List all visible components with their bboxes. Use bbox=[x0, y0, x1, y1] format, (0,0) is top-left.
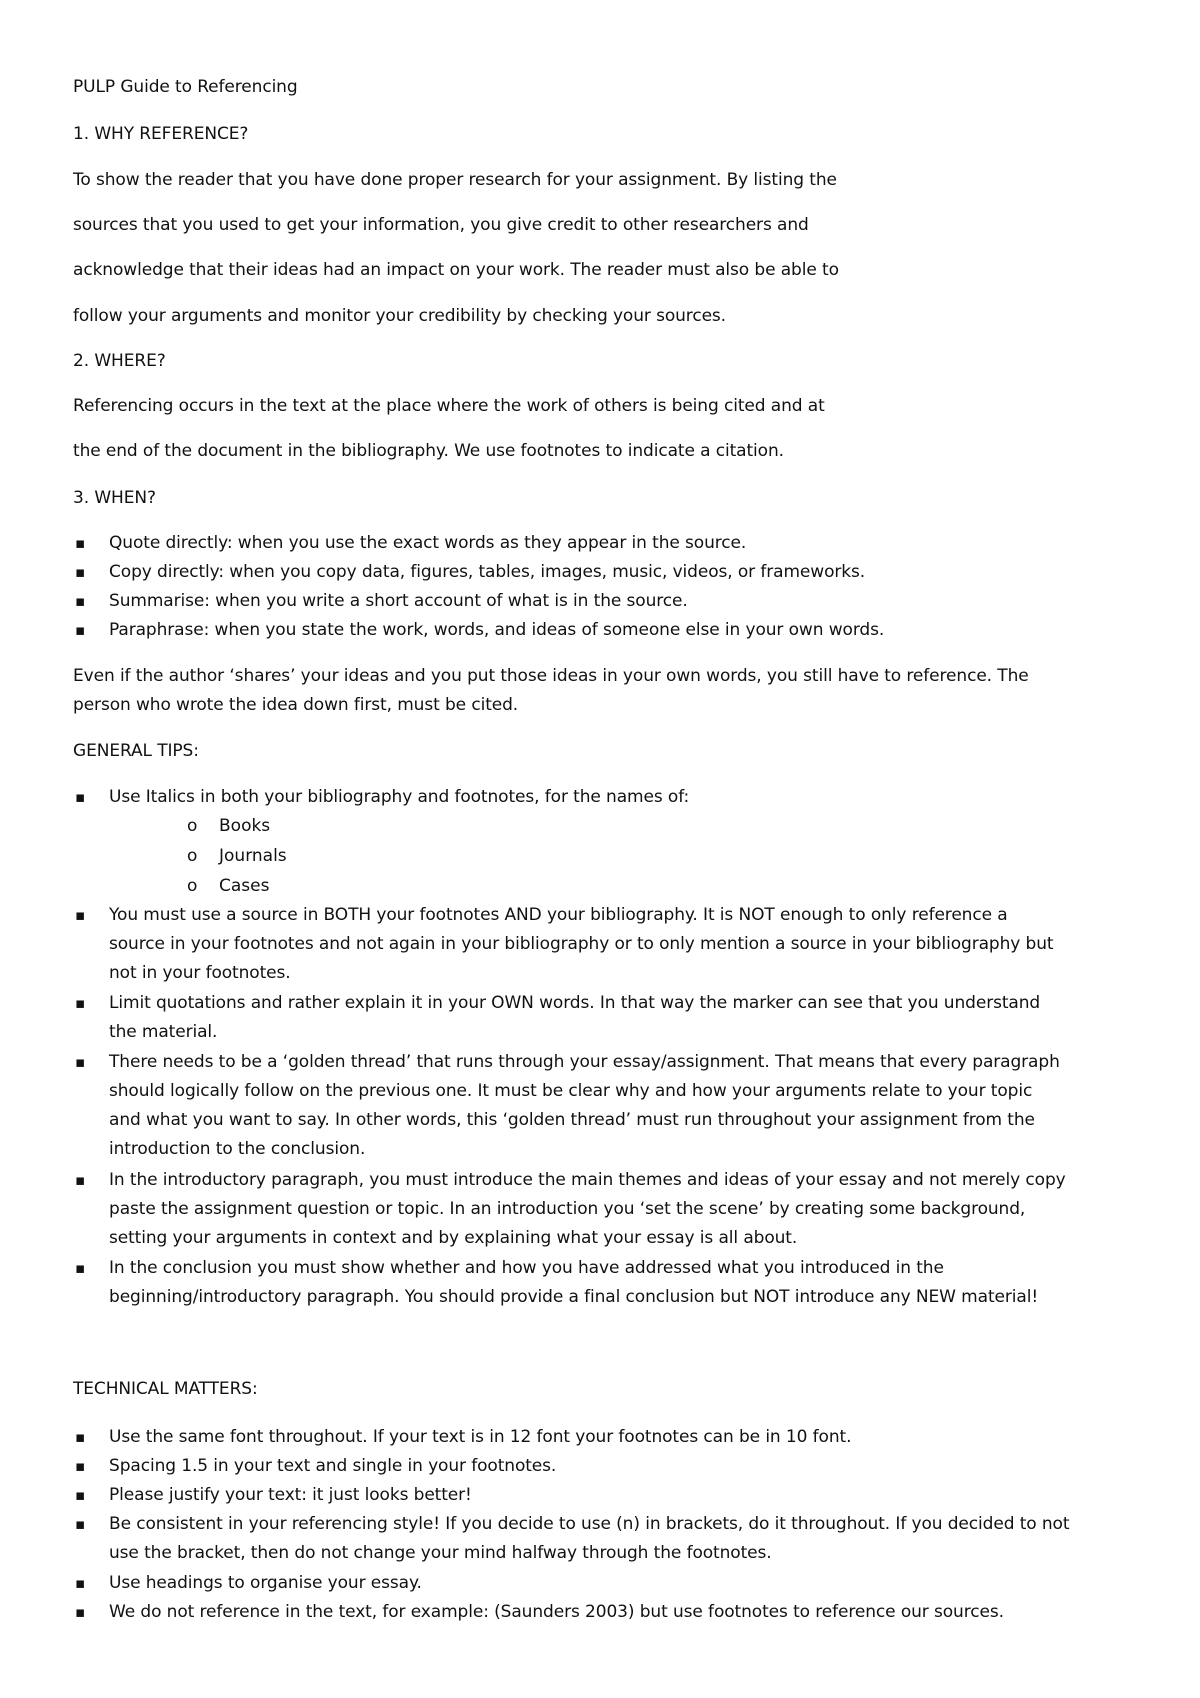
section-heading-when: 3. WHEN? bbox=[73, 488, 156, 508]
sub-list-item: Cases bbox=[219, 876, 270, 896]
bullet-icon: ▪ bbox=[75, 788, 86, 806]
list-item-line: paste the assignment question or topic. In an introduction you ‘set the scene’ by creating some background, bbox=[109, 1199, 1026, 1219]
paragraph-line: sources that you used to get your information, you give credit to other researchers and bbox=[73, 215, 809, 235]
list-item-line: Be consistent in your referencing style! If you decide to use (n) in brackets, do it throughout. If you decided to not bbox=[109, 1514, 1070, 1534]
list-item-line: should logically follow on the previous one. It must be clear why and how your arguments relate to your topic bbox=[109, 1081, 1033, 1101]
paragraph-line: Referencing occurs in the text at the place where the work of others is being cited and at bbox=[73, 396, 825, 416]
list-item-line: Please justify your text: it just looks better! bbox=[109, 1485, 472, 1505]
list-item-line: Limit quotations and rather explain it in your OWN words. In that way the marker can see that you understand bbox=[109, 993, 1041, 1013]
list-item-line: beginning/introductory paragraph. You should provide a final conclusion but NOT introduce any NEW material! bbox=[109, 1287, 1039, 1307]
bullet-icon: ▪ bbox=[75, 1053, 86, 1071]
bullet-icon: ▪ bbox=[75, 534, 86, 552]
bullet-icon: ▪ bbox=[75, 1486, 86, 1504]
bullet-icon: ▪ bbox=[75, 994, 86, 1012]
document-title: PULP Guide to Referencing bbox=[73, 77, 298, 97]
bullet-icon: ▪ bbox=[75, 621, 86, 639]
bullet-icon: ▪ bbox=[75, 1428, 86, 1446]
list-item-line: Use headings to organise your essay. bbox=[109, 1573, 422, 1593]
bullet-icon: ▪ bbox=[75, 1515, 86, 1533]
list-item-line: setting your arguments in context and by explaining what your essay is all about. bbox=[109, 1228, 798, 1248]
sub-bullet-icon: o bbox=[187, 876, 198, 896]
sub-bullet-icon: o bbox=[187, 816, 198, 836]
list-item: Copy directly: when you copy data, figures, tables, images, music, videos, or frameworks. bbox=[109, 562, 866, 582]
list-item-line: In the conclusion you must show whether and how you have addressed what you introduced in the bbox=[109, 1258, 944, 1278]
paragraph-line: To show the reader that you have done proper research for your assignment. By listing the bbox=[73, 170, 837, 190]
list-item-line: We do not reference in the text, for example: (Saunders 2003) but use footnotes to reference our sources. bbox=[109, 1602, 1004, 1622]
list-item: Use Italics in both your bibliography and footnotes, for the names of: bbox=[109, 787, 690, 807]
list-item: Paraphrase: when you state the work, words, and ideas of someone else in your own words. bbox=[109, 620, 885, 640]
list-item-line: the material. bbox=[109, 1022, 218, 1042]
list-item-line: introduction to the conclusion. bbox=[109, 1139, 366, 1159]
list-item-line: use the bracket, then do not change your mind halfway through the footnotes. bbox=[109, 1543, 772, 1563]
bullet-icon: ▪ bbox=[75, 1259, 86, 1277]
paragraph-line: person who wrote the idea down first, must be cited. bbox=[73, 695, 519, 715]
list-item-line: and what you want to say. In other words, this ‘golden thread’ must run throughout your assignment from the bbox=[109, 1110, 1035, 1130]
section-heading-where: 2. WHERE? bbox=[73, 351, 166, 371]
bullet-icon: ▪ bbox=[75, 906, 86, 924]
paragraph-line: acknowledge that their ideas had an impact on your work. The reader must also be able to bbox=[73, 260, 839, 280]
list-item: Quote directly: when you use the exact words as they appear in the source. bbox=[109, 533, 747, 553]
paragraph-line: Even if the author ‘shares’ your ideas and you put those ideas in your own words, you still have to reference. The bbox=[73, 666, 1029, 686]
sub-list-item: Books bbox=[219, 816, 271, 836]
bullet-icon: ▪ bbox=[75, 1603, 86, 1621]
list-item: Summarise: when you write a short account of what is in the source. bbox=[109, 591, 688, 611]
list-item-line: There needs to be a ‘golden thread’ that runs through your essay/assignment. That means that every paragraph bbox=[109, 1052, 1060, 1072]
bullet-icon: ▪ bbox=[75, 1457, 86, 1475]
bullet-icon: ▪ bbox=[75, 592, 86, 610]
list-item-line: Spacing 1.5 in your text and single in your footnotes. bbox=[109, 1456, 557, 1476]
section-heading-why: 1. WHY REFERENCE? bbox=[73, 124, 249, 144]
list-item-line: In the introductory paragraph, you must introduce the main themes and ideas of your essay and not merely copy bbox=[109, 1170, 1066, 1190]
list-item-line: You must use a source in BOTH your footnotes AND your bibliography. It is NOT enough to only reference a bbox=[109, 905, 1008, 925]
sub-bullet-icon: o bbox=[187, 846, 198, 866]
sub-list-item: Journals bbox=[219, 846, 287, 866]
bullet-icon: ▪ bbox=[75, 563, 86, 581]
list-item-line: Use the same font throughout. If your text is in 12 font your footnotes can be in 10 font. bbox=[109, 1427, 852, 1447]
list-item-line: not in your footnotes. bbox=[109, 963, 291, 983]
bullet-icon: ▪ bbox=[75, 1574, 86, 1592]
bullet-icon: ▪ bbox=[75, 1171, 86, 1189]
paragraph-line: the end of the document in the bibliography. We use footnotes to indicate a citation. bbox=[73, 441, 784, 461]
paragraph-line: follow your arguments and monitor your credibility by checking your sources. bbox=[73, 306, 726, 326]
section-heading-technical-matters: TECHNICAL MATTERS: bbox=[73, 1379, 258, 1399]
list-item-line: source in your footnotes and not again in your bibliography or to only mention a source in your bibliography but bbox=[109, 934, 1054, 954]
section-heading-general-tips: GENERAL TIPS: bbox=[73, 741, 199, 761]
